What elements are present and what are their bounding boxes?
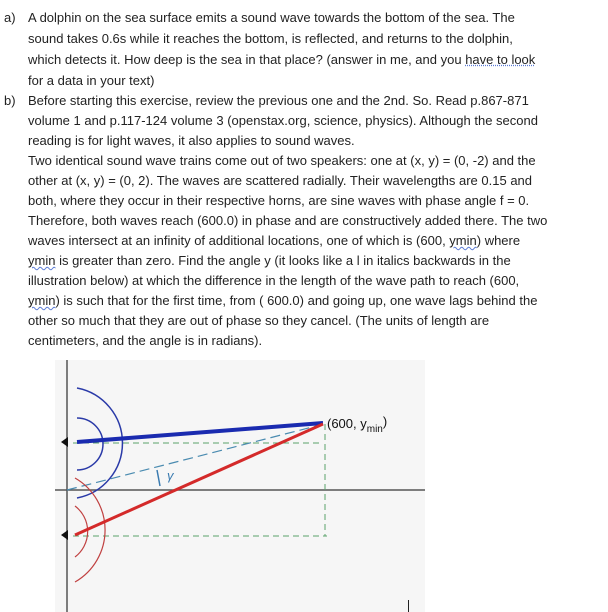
part-b-marker: b)	[4, 93, 16, 108]
text-line: other at (x, y) = (0, 2). The waves are scattered radially. Their wavelengths are 0.15 and	[28, 173, 533, 188]
part-a-marker: a)	[4, 10, 16, 25]
text-line: sound takes 0.6s while it reaches the bottom, is reflected, and returns to the dolphin,	[28, 31, 513, 46]
text-line	[28, 233, 520, 248]
text-segment: ) where	[476, 233, 521, 248]
text-line: Two identical sound wave trains come out of two speakers: one at (x, y) = (0, -2) and the	[28, 153, 536, 168]
text-line: reading is for light waves, it also applies to sound waves.	[28, 133, 355, 148]
text-line: Before starting this exercise, review the previous one and the 2nd. So. Read p.867-871	[28, 93, 529, 108]
text-line: other so much that they are out of phase so they cancel. (The units of length are	[28, 313, 490, 328]
point-label: (600, $y_{min}$)	[327, 414, 388, 435]
text-segment: which detects it. How deep is the sea in that place? (answer in me, and you	[28, 52, 466, 67]
text-line: A dolphin on the sea surface emits a sound wave towards the bottom of the sea. The	[28, 10, 515, 25]
text-line: Therefore, both waves reach (600.0) in phase and are constructively added there. The two	[28, 213, 548, 228]
text-segment: waves intersect at an infinity of additional locations, one of which is (600,	[28, 233, 450, 248]
text-segment: ) is such that for the first time, from ( 600.0) and going up, one wave lags behind the	[55, 293, 538, 308]
text-line	[28, 253, 511, 268]
text-line: illustration below) at which the difference in the length of the wave path to reach (600,	[28, 273, 520, 288]
spelling-flag: ymin	[28, 293, 56, 308]
spelling-flag: ymin	[449, 233, 477, 248]
spelling-flag: ymin	[28, 253, 56, 268]
text-line: centimeters, and the angle is in radians).	[28, 333, 263, 348]
wave-diagram	[55, 360, 425, 612]
angle-label: γ	[167, 468, 174, 483]
figure-background	[55, 360, 425, 612]
text-line: both, where they occur in their respective horns, are sine waves with phase angle f = 0.	[28, 193, 530, 208]
text-line	[28, 52, 535, 67]
cursor-mark	[408, 600, 409, 612]
text-line: for a data in your text)	[28, 73, 155, 88]
spelling-flag: have to look	[465, 52, 536, 67]
text-line: volume 1 and p.117-124 volume 3 (openstax.org, science, physics). Although the second	[28, 113, 538, 128]
text-line	[28, 293, 537, 308]
text-segment: is greater than zero. Find the angle y (it looks like a l in italics backwards in the	[55, 253, 511, 268]
